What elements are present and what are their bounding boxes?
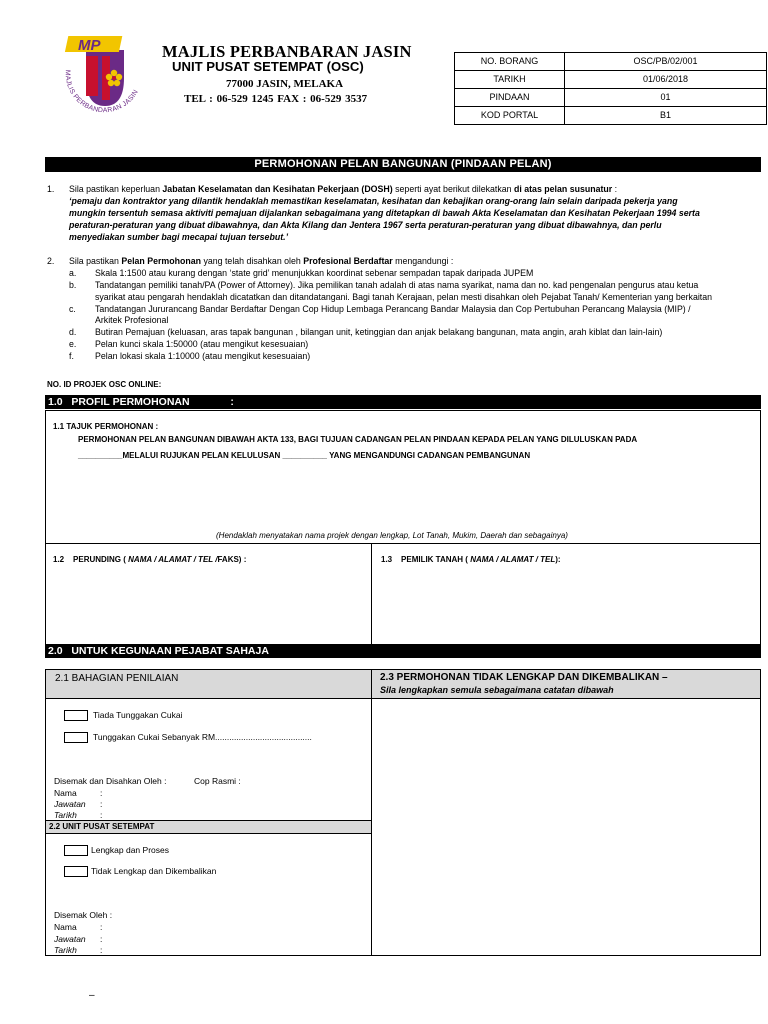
instruction-number: 2. [47, 256, 55, 266]
meta-value: B1 [565, 107, 767, 125]
logo-mp-text: MP [78, 37, 101, 54]
sub-item-letter: a. [69, 268, 77, 278]
tidak-lengkap-checkbox[interactable] [64, 866, 88, 877]
sub-item-text: Tandatangan pemiliki tanah/PA (Power of Attorney). Jika pemilikan tanah adalah di atas nama syarikat, nama dan no. kad pengenalan pengurus atau ketua [95, 280, 699, 290]
meta-row [455, 53, 767, 71]
section-2-header: 2.0 UNTUK KEGUNAAN PEJABAT SAHAJA [45, 644, 761, 658]
instruction-text: yang telah disahkan oleh [201, 256, 304, 266]
instruction-bold: Profesional Berdaftar [303, 256, 393, 266]
bahagian-penilaian-title: 2.1 BAHAGIAN PENILAIAN [55, 673, 179, 684]
project-id-label: NO. ID PROJEK OSC ONLINE: [47, 380, 162, 389]
instruction-number: 1. [47, 184, 55, 194]
instruction-bold: di atas pelan susunatur [513, 184, 613, 194]
pemilik-num: 1.3 [381, 555, 393, 564]
tunggakan-cukai-checkbox[interactable] [64, 732, 88, 743]
meta-row [455, 107, 767, 125]
instruction-2 [69, 256, 453, 267]
sub-item-letter: e. [69, 339, 77, 349]
org-name: MAJLIS PERBANBARAN JASIN [162, 42, 412, 61]
meta-row [455, 71, 767, 89]
catatan-body[interactable] [371, 698, 761, 956]
colon: : [100, 810, 103, 820]
council-logo [58, 28, 148, 128]
meta-label: KOD PORTAL [455, 107, 565, 125]
instruction-text: Sila pastikan keperluan [69, 184, 163, 194]
meta-value: OSC/PB/02/001 [565, 53, 767, 71]
tajuk-note: (Hendaklah menyatakan nama projek dengan lengkap, Lot Tanah, Mukim, Daerah dan sebagainya) [216, 531, 568, 540]
dosh-quote-line: peraturan-peraturan yang dibuat dibawahnya, dan Akta Kilang dan Jentera 1967 serta peraturan-peraturan yang dibuat dibawahnya, dan perlu [69, 220, 662, 230]
address: 77000 JASIN, MELAKA [226, 78, 344, 90]
colon: : [100, 934, 103, 944]
pemilik-label-italic: NAMA / ALAMAT / TEL [470, 555, 556, 564]
tunggakan-cukai-label: Tunggakan Cukai Sebanyak RM......................................... [93, 732, 312, 742]
tidak-lengkap-title: 2.3 PERMOHONAN TIDAK LENGKAP DAN DIKEMBALIKAN – [380, 672, 668, 683]
logo-arc-text: MAJLIS PERBANDARAN JASIN [63, 69, 140, 115]
sub-item-text: Pelan lokasi skala 1:10000 (atau mengikut kesesuaian) [95, 351, 311, 361]
instruction-bold: Pelan Permohonan [121, 256, 202, 266]
footer-dash: – [89, 990, 95, 1001]
phone-fax: TEL : 06-529 1245 FAX : 06-529 3537 [184, 93, 368, 105]
instruction-text: mengandungi : [392, 256, 454, 266]
dosh-quote-line: mungkin tersentuh semasa aktiviti pemajuan dijalankan sebagaimana yang ditetapkan di bawah Akta Keselamatan dan Kesihatan Pekerjaan 1994 serta [69, 208, 700, 218]
colon: : [100, 799, 103, 809]
section-1-header: 1.0 PROFIL PERMOHONAN : [45, 395, 761, 409]
tajuk-line: PERMOHONAN PELAN BANGUNAN DIBAWAH AKTA 133, BAGI TUJUAN CADANGAN PELAN PINDAAN KEPADA PELAN YANG DILULUSKAN PADA [78, 435, 638, 444]
tajuk-line: __________MELALUI RUJUKAN PELAN KELULUSAN __________ YANG MENGANDUNGI CADANGAN PEMBANGUNAN [78, 451, 531, 460]
jawatan-label: Jawatan [54, 934, 86, 944]
meta-label: PINDAAN [455, 89, 565, 107]
colon: : [100, 922, 103, 932]
lengkap-proses-checkbox[interactable] [64, 845, 88, 856]
meta-value: 01/06/2018 [565, 71, 767, 89]
colon: : [100, 945, 103, 955]
sub-item-text: Butiran Pemajuan (keluasan, aras tapak bangunan , bilangan unit, ketinggian dan anjak belakang bangunan, mata angin, arah kiblat dan lain-lain) [95, 327, 663, 337]
perunding-num: 1.2 [53, 555, 65, 564]
tidak-lengkap-subtitle: Sila lengkapkan semula sebagaimana catatan dibawah [380, 685, 614, 695]
instruction-1 [69, 184, 617, 195]
tidak-lengkap-label: Tidak Lengkap dan Dikembalikan [91, 866, 217, 876]
meta-value: 01 [565, 89, 767, 107]
unit-pusat-setempat-title: 2.2 UNIT PUSAT SETEMPAT [49, 822, 155, 831]
unit-name: UNIT PUSAT SETEMPAT (OSC) [172, 60, 364, 74]
cop-rasmi-label: Cop Rasmi : [194, 776, 241, 786]
meta-label: NO. BORANG [455, 53, 565, 71]
tajuk-label: 1.1 TAJUK PERMOHONAN : [53, 422, 159, 431]
form-title: PERMOHONAN PELAN BANGUNAN (PINDAAN PELAN) [45, 157, 761, 172]
sub-item-letter: d. [69, 327, 77, 337]
meta-row [455, 89, 767, 107]
perunding-label-italic: NAMA / ALAMAT / TEL / [128, 555, 218, 564]
instruction-text: : [612, 184, 618, 194]
perunding-label-end: FAKS) : [217, 555, 247, 564]
disemak-disahkan-label: Disemak dan Disahkan Oleh : [54, 776, 167, 786]
sub-item-letter: c. [69, 304, 76, 314]
tiada-tunggakan-label: Tiada Tunggakan Cukai [93, 710, 183, 720]
sub-item-text: Arkitek Profesional [95, 315, 169, 325]
form-meta-table [454, 52, 767, 125]
sub-item-text: Skala 1:1500 atau kurang dengan ‘state grid’ menunjukkan koordinat sebenar sempadan tapak daripada JUPEM [95, 268, 534, 278]
colon: : [100, 788, 103, 798]
jawatan-label: Jawatan [54, 799, 86, 809]
tiada-tunggakan-checkbox[interactable] [64, 710, 88, 721]
meta-label: TARIKH [455, 71, 565, 89]
lengkap-proses-label: Lengkap dan Proses [91, 845, 169, 855]
sub-item-letter: b. [69, 280, 77, 290]
instruction-bold: Jabatan Keselamatan dan Kesihatan Pekerjaan (DOSH) [162, 184, 393, 194]
nama-label: Nama [54, 788, 77, 798]
sub-item-text: syarikat atau pengarah hendaklah dicatatkan dan ditandatangani. Bagi tanah Kerajaan, pelan mesti disahkan oleh Pejabat Tanah/ Kementerian yang berkaitan [95, 292, 713, 302]
tarikh-label: Tarikh [54, 945, 77, 955]
sub-item-text: Tandatangan Jururancang Bandar Berdaftar Dengan Cop Hidup Lembaga Perancang Bandar Malaysia dan Cop Pertubuhan Perancang Malaysia (MIP) / [95, 304, 691, 314]
pemilik-label-end: ): [555, 555, 561, 564]
sub-item-text: Pelan kunci skala 1:50000 (atau mengikut kesesuaian) [95, 339, 309, 349]
perunding-label-text: PERUNDING ( [73, 555, 129, 564]
dosh-quote-line: ‘pemaju dan kontraktor yang dilantik hendaklah memastikan keselamatan, kesihatan dan kebajikan orang-orang lain selain daripada pekerja yang [69, 196, 678, 206]
dosh-quote-line: menyediakan sumber bagi mecapai tujuan tersebut.’ [69, 232, 289, 242]
tarikh-label: Tarikh [54, 810, 77, 820]
perunding-label [53, 555, 246, 565]
sub-item-letter: f. [69, 351, 74, 361]
pemilik-label-text: PEMILIK TANAH ( [401, 555, 471, 564]
instruction-text: seperti ayat berikut dilekatkan [392, 184, 514, 194]
pemilik-label [381, 555, 561, 565]
instruction-text: Sila pastikan [69, 256, 122, 266]
disemak-oleh-label: Disemak Oleh : [54, 910, 113, 920]
nama-label: Nama [54, 922, 77, 932]
